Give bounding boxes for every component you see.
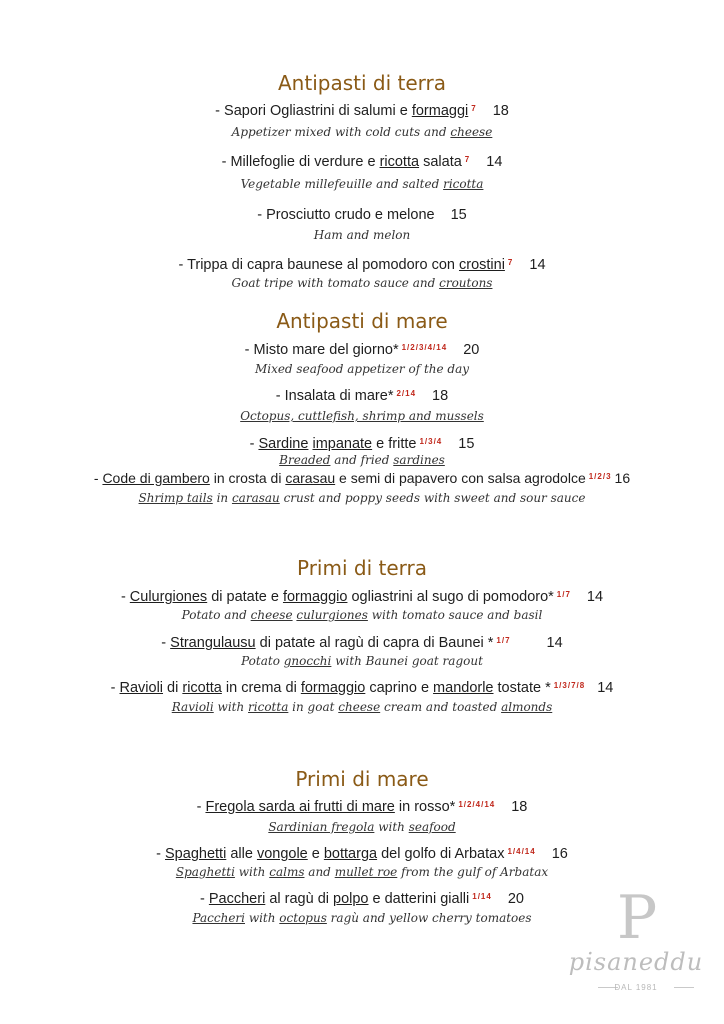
menu-item-translation: Potato and cheese culurgiones with tomato sauce and basil	[181, 608, 543, 622]
menu-item: - Fregola sarda ai frutti di mare in rosso* $^{1/2/4/14}$ 18	[196, 799, 528, 815]
menu-item: - Millefoglie di verdure e ricotta salata $^7$ 14	[221, 154, 503, 170]
menu-item-translation: Mixed seafood appetizer of the day	[254, 362, 470, 376]
price: 18	[492, 103, 509, 119]
allergen-codes: 2/14	[396, 389, 417, 398]
allergen-codes: 7	[507, 258, 514, 267]
price: 16	[614, 470, 631, 486]
menu-item: - Misto mare del giorno* $^{1/2/3/4/14}$ 20	[244, 342, 480, 358]
price: 14	[486, 154, 503, 170]
allergen-codes: 1/3/7/8	[553, 681, 586, 690]
menu-item: - Insalata di mare* $^{2/14}$ 18	[275, 388, 449, 404]
section-title-primi-terra: Primi di terra	[297, 556, 427, 580]
price: 14	[586, 589, 604, 605]
menu-item: - Paccheri al ragù di polpo e datterini gialli $^{1/14}$ 20	[200, 891, 524, 907]
menu-item-translation: Vegetable millefeuille and salted ricotta	[240, 177, 484, 191]
menu-item-translation: Octopus, cuttlefish, shrimp and mussels	[240, 409, 484, 423]
menu-item-translation: Breaded and fried sardines	[279, 453, 445, 467]
allergen-codes: 1/2/3	[588, 472, 612, 481]
allergen-codes: 1/4/14	[507, 847, 536, 856]
price: 14	[546, 635, 563, 651]
menu-item: - Prosciutto crudo e melone 15	[257, 207, 467, 223]
price: 16	[551, 846, 568, 862]
menu-item: - Ravioli di ricotta in crema di formaggio caprino e mandorle tostate * $^{1/3/7/8}$ 14	[110, 680, 614, 696]
menu-item-translation: Ham and melon	[313, 228, 411, 242]
allergen-codes: 1/3/4	[419, 437, 443, 446]
menu-item-translation: Paccheri with octopus ragù and yellow cherry tomatoes	[192, 911, 532, 925]
menu-item-translation: Sardinian fregola with seafood	[268, 820, 456, 834]
allergen-codes: 1/7	[496, 636, 511, 645]
price: 14	[597, 680, 614, 696]
logo-since: DAL 1981	[614, 983, 658, 992]
allergen-codes: 7	[464, 155, 471, 164]
price: 15	[450, 207, 467, 223]
menu-item-translation: Shrimp tails in carasau crust and poppy seeds with sweet and sour sauce	[138, 491, 586, 505]
menu-item-translation: Potato gnocchi with Baunei goat ragout	[241, 654, 483, 668]
price: 20	[463, 342, 480, 358]
menu-item: - Code di gambero in crosta di carasau e semi di papavero con salsa agrodolce $^{1/2/3}$ 16	[93, 470, 631, 486]
section-title-antipasti-terra: Antipasti di terra	[278, 71, 446, 95]
allergen-codes: 1/14	[472, 892, 492, 901]
logo-divider	[674, 987, 694, 988]
logo-name: pisaneddu	[568, 948, 704, 976]
allergen-codes: 7	[471, 104, 477, 113]
menu-item-translation: Goat tripe with tomato sauce and croutons	[231, 276, 493, 290]
menu-item: - Sardine impanate e fritte $^{1/3/4}$ 15	[249, 436, 475, 452]
menu-item: - Culurgiones di patate e formaggio ogliastrini al sugo di pomodoro* $^{1/7}$ 14	[120, 589, 604, 605]
allergen-codes: 1/2/4/14	[458, 800, 496, 809]
menu-item-translation: Ravioli with ricotta in goat cheese cream and toasted almonds	[171, 700, 553, 714]
menu-item: - Strangulausu di patate al ragù di capra di Baunei * $^{1/7}$ 14	[161, 635, 563, 651]
price: 20	[507, 891, 524, 907]
menu-item: - Sapori Ogliastrini di salumi e formaggi $^7$ 18	[215, 103, 509, 119]
menu-item-translation: Spaghetti with calms and mullet roe from the gulf of Arbatax	[175, 865, 549, 879]
allergen-codes: 1/7	[556, 590, 571, 599]
section-title-primi-mare: Primi di mare	[295, 767, 429, 791]
price: 15	[458, 436, 475, 452]
menu-item: - Trippa di capra baunese al pomodoro con crostini $^7$ 14	[178, 257, 546, 273]
price: 14	[529, 257, 546, 273]
menu-item: - Spaghetti alle vongole e bottarga del golfo di Arbatax $^{1/4/14}$ 16	[156, 846, 568, 862]
price: 18	[432, 388, 449, 404]
menu-item-translation: Appetizer mixed with cold cuts and cheese	[231, 125, 493, 139]
price: 18	[511, 799, 528, 815]
allergen-codes: 1/2/3/4/14	[401, 343, 448, 352]
section-title-antipasti-mare: Antipasti di mare	[276, 309, 448, 333]
logo-letter: P	[616, 883, 658, 953]
